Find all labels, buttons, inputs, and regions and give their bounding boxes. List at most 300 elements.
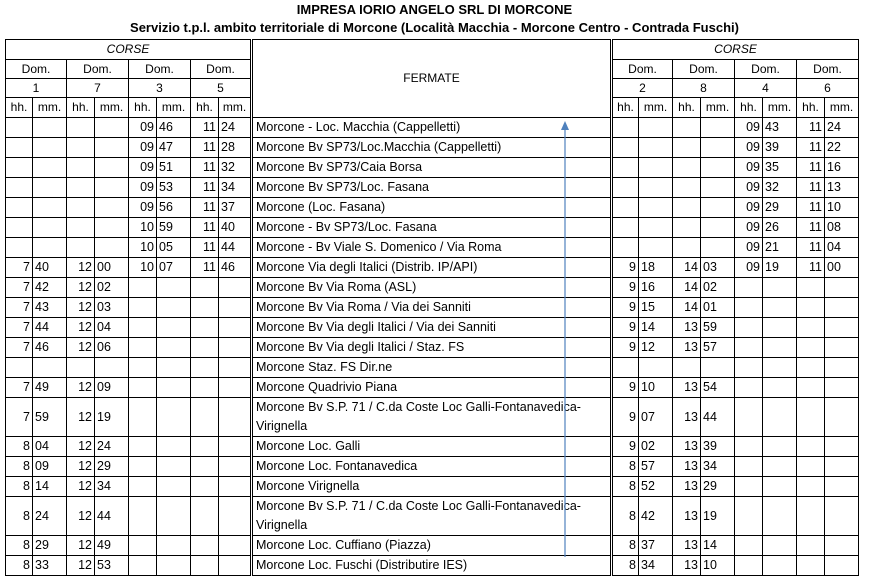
time-hh bbox=[129, 378, 157, 398]
table-row bbox=[6, 338, 859, 358]
time-mm bbox=[701, 238, 735, 258]
time-hh bbox=[797, 437, 825, 457]
hh-header: hh. bbox=[67, 98, 95, 118]
time-mm: 09 bbox=[95, 378, 129, 398]
time-mm bbox=[763, 497, 797, 536]
time-mm bbox=[219, 457, 252, 477]
stop-name: Morcone Bv Via Roma (ASL) bbox=[252, 278, 612, 298]
time-mm: 24 bbox=[219, 118, 252, 138]
table-row bbox=[6, 398, 859, 437]
time-hh bbox=[797, 378, 825, 398]
time-hh: 12 bbox=[67, 398, 95, 437]
time-mm: 21 bbox=[763, 238, 797, 258]
time-mm: 44 bbox=[219, 238, 252, 258]
time-mm bbox=[33, 238, 67, 258]
time-mm bbox=[763, 338, 797, 358]
dom-label: Dom. bbox=[6, 60, 67, 79]
time-hh bbox=[129, 536, 157, 556]
time-hh: 09 bbox=[735, 198, 763, 218]
time-hh bbox=[6, 158, 33, 178]
time-mm bbox=[763, 398, 797, 437]
time-hh: 8 bbox=[6, 457, 33, 477]
mm-header: mm. bbox=[33, 98, 67, 118]
time-hh bbox=[612, 218, 639, 238]
stop-name: Morcone Bv Via degli Italici / Staz. FS bbox=[252, 338, 612, 358]
time-mm: 10 bbox=[639, 378, 673, 398]
time-mm bbox=[95, 118, 129, 138]
time-mm bbox=[157, 477, 191, 497]
stop-name: Morcone Via degli Italici (Distrib. IP/API) bbox=[252, 258, 612, 278]
time-mm bbox=[763, 278, 797, 298]
time-hh: 11 bbox=[797, 138, 825, 158]
time-hh bbox=[735, 298, 763, 318]
time-hh: 09 bbox=[735, 178, 763, 198]
time-mm bbox=[219, 358, 252, 378]
time-mm: 32 bbox=[763, 178, 797, 198]
time-mm bbox=[825, 477, 859, 497]
time-hh bbox=[67, 138, 95, 158]
mm-header: mm. bbox=[763, 98, 797, 118]
run-number: 6 bbox=[824, 81, 831, 95]
stop-name: Morcone Bv SP73/Caia Borsa bbox=[252, 158, 612, 178]
time-hh: 12 bbox=[67, 278, 95, 298]
time-mm bbox=[157, 536, 191, 556]
time-hh: 12 bbox=[67, 536, 95, 556]
time-hh bbox=[129, 358, 157, 378]
time-mm: 04 bbox=[95, 318, 129, 338]
time-mm bbox=[763, 298, 797, 318]
stop-name: Morcone Bv Via degli Italici / Via dei Sanniti bbox=[252, 318, 612, 338]
dom-label: Dom. bbox=[673, 60, 735, 79]
time-mm bbox=[219, 437, 252, 457]
time-mm bbox=[825, 556, 859, 576]
time-mm: 43 bbox=[763, 118, 797, 138]
time-hh: 8 bbox=[612, 556, 639, 576]
time-mm bbox=[639, 118, 673, 138]
time-hh: 09 bbox=[735, 218, 763, 238]
company-title: IMPRESA IORIO ANGELO SRL DI MORCONE bbox=[296, 2, 573, 17]
time-hh bbox=[6, 178, 33, 198]
mm-header: mm. bbox=[219, 98, 252, 118]
time-hh: 12 bbox=[67, 338, 95, 358]
run-number: 8 bbox=[700, 81, 707, 95]
time-mm: 46 bbox=[33, 338, 67, 358]
time-hh bbox=[735, 318, 763, 338]
time-hh bbox=[129, 457, 157, 477]
time-hh bbox=[191, 298, 219, 318]
time-mm bbox=[701, 118, 735, 138]
run-number: 7 bbox=[94, 81, 101, 95]
time-mm bbox=[95, 178, 129, 198]
time-hh bbox=[673, 358, 701, 378]
hh-header: hh. bbox=[191, 98, 219, 118]
time-mm: 03 bbox=[701, 258, 735, 278]
time-hh: 8 bbox=[612, 536, 639, 556]
time-hh: 13 bbox=[673, 457, 701, 477]
stop-name: Morcone Bv S.P. 71 / C.da Coste Loc Galli-Fontanavedica-Virignella bbox=[252, 497, 612, 536]
time-mm bbox=[219, 298, 252, 318]
time-hh: 13 bbox=[673, 318, 701, 338]
time-hh bbox=[67, 158, 95, 178]
mm-header: mm. bbox=[701, 98, 735, 118]
time-hh bbox=[797, 398, 825, 437]
time-hh: 12 bbox=[67, 437, 95, 457]
time-mm bbox=[157, 358, 191, 378]
time-hh: 7 bbox=[6, 298, 33, 318]
time-hh bbox=[67, 218, 95, 238]
time-mm: 28 bbox=[219, 138, 252, 158]
time-hh: 12 bbox=[67, 258, 95, 278]
time-hh: 9 bbox=[612, 318, 639, 338]
time-mm bbox=[701, 358, 735, 378]
time-mm bbox=[701, 178, 735, 198]
time-mm: 52 bbox=[639, 477, 673, 497]
run-header-right-0 bbox=[612, 60, 673, 98]
time-mm: 24 bbox=[825, 118, 859, 138]
time-mm: 34 bbox=[639, 556, 673, 576]
time-hh: 13 bbox=[673, 338, 701, 358]
stop-name: Morcone Loc. Cuffiano (Piazza) bbox=[252, 536, 612, 556]
time-mm bbox=[33, 198, 67, 218]
time-mm bbox=[219, 477, 252, 497]
run-header-left-2 bbox=[129, 60, 191, 98]
time-mm: 37 bbox=[639, 536, 673, 556]
time-hh bbox=[129, 497, 157, 536]
time-hh bbox=[612, 118, 639, 138]
time-hh bbox=[6, 138, 33, 158]
table-row bbox=[6, 556, 859, 576]
time-hh bbox=[797, 477, 825, 497]
corse-left-label: CORSE bbox=[6, 40, 252, 60]
time-hh bbox=[191, 398, 219, 437]
time-mm bbox=[219, 497, 252, 536]
time-mm: 10 bbox=[825, 198, 859, 218]
time-mm bbox=[157, 318, 191, 338]
corse-right-label: CORSE bbox=[612, 40, 859, 60]
time-mm: 39 bbox=[701, 437, 735, 457]
time-hh: 11 bbox=[797, 118, 825, 138]
time-hh: 09 bbox=[735, 258, 763, 278]
time-mm: 37 bbox=[219, 198, 252, 218]
time-hh bbox=[129, 437, 157, 457]
time-hh bbox=[612, 158, 639, 178]
timetable bbox=[5, 39, 859, 576]
time-hh bbox=[191, 477, 219, 497]
time-hh: 8 bbox=[612, 457, 639, 477]
mm-header: mm. bbox=[639, 98, 673, 118]
time-hh: 8 bbox=[6, 497, 33, 536]
time-mm: 07 bbox=[157, 258, 191, 278]
time-mm bbox=[825, 457, 859, 477]
time-hh bbox=[673, 198, 701, 218]
time-hh bbox=[735, 497, 763, 536]
time-hh: 11 bbox=[797, 218, 825, 238]
time-hh: 8 bbox=[6, 437, 33, 457]
dom-label: Dom. bbox=[735, 60, 797, 79]
table-row bbox=[6, 536, 859, 556]
time-mm: 59 bbox=[157, 218, 191, 238]
run-number: 4 bbox=[762, 81, 769, 95]
time-hh: 12 bbox=[67, 378, 95, 398]
time-hh: 10 bbox=[129, 238, 157, 258]
time-hh bbox=[673, 158, 701, 178]
time-hh: 8 bbox=[612, 497, 639, 536]
time-mm: 44 bbox=[95, 497, 129, 536]
time-hh: 09 bbox=[735, 118, 763, 138]
time-hh: 9 bbox=[612, 258, 639, 278]
time-mm bbox=[763, 536, 797, 556]
time-mm: 40 bbox=[219, 218, 252, 238]
time-mm bbox=[825, 338, 859, 358]
time-mm bbox=[825, 278, 859, 298]
time-hh bbox=[735, 536, 763, 556]
time-mm bbox=[95, 218, 129, 238]
time-mm: 00 bbox=[825, 258, 859, 278]
time-mm bbox=[639, 178, 673, 198]
time-hh: 7 bbox=[6, 278, 33, 298]
time-hh: 12 bbox=[67, 477, 95, 497]
time-hh bbox=[612, 238, 639, 258]
time-mm bbox=[33, 358, 67, 378]
time-mm: 42 bbox=[639, 497, 673, 536]
time-mm: 57 bbox=[639, 457, 673, 477]
time-hh bbox=[6, 218, 33, 238]
stop-name: Morcone (Loc. Fasana) bbox=[252, 198, 612, 218]
stop-name: Morcone Bv Via Roma / Via dei Sanniti bbox=[252, 298, 612, 318]
time-mm bbox=[219, 378, 252, 398]
time-mm bbox=[763, 378, 797, 398]
time-hh: 9 bbox=[612, 278, 639, 298]
time-hh bbox=[6, 198, 33, 218]
service-subtitle: Servizio t.p.l. ambito territoriale di Morcone (Località Macchia - Morcone Centro - Contrada Fuschi) bbox=[130, 20, 739, 35]
time-mm: 54 bbox=[701, 378, 735, 398]
time-mm: 51 bbox=[157, 158, 191, 178]
stop-name: Morcone Loc. Fontanavedica bbox=[252, 457, 612, 477]
time-mm bbox=[157, 378, 191, 398]
stop-name: Morcone - Loc. Macchia (Cappelletti) bbox=[252, 118, 612, 138]
time-hh bbox=[67, 198, 95, 218]
time-hh: 9 bbox=[612, 378, 639, 398]
run-header-right-1 bbox=[673, 60, 735, 98]
time-hh: 10 bbox=[129, 258, 157, 278]
time-mm: 19 bbox=[95, 398, 129, 437]
table-row bbox=[6, 258, 859, 278]
dom-label: Dom. bbox=[797, 60, 859, 79]
time-mm: 07 bbox=[639, 398, 673, 437]
time-mm: 14 bbox=[701, 536, 735, 556]
time-mm bbox=[825, 298, 859, 318]
time-hh: 09 bbox=[129, 178, 157, 198]
time-hh: 12 bbox=[67, 298, 95, 318]
time-mm bbox=[219, 398, 252, 437]
time-mm bbox=[639, 198, 673, 218]
time-mm: 34 bbox=[701, 457, 735, 477]
time-mm: 29 bbox=[763, 198, 797, 218]
run-header-left-3 bbox=[191, 60, 252, 98]
time-hh bbox=[191, 278, 219, 298]
time-mm: 29 bbox=[701, 477, 735, 497]
time-hh bbox=[797, 318, 825, 338]
time-mm bbox=[763, 477, 797, 497]
time-hh bbox=[129, 318, 157, 338]
time-hh bbox=[191, 318, 219, 338]
time-hh: 11 bbox=[191, 198, 219, 218]
time-hh bbox=[797, 278, 825, 298]
time-hh bbox=[191, 358, 219, 378]
time-hh: 8 bbox=[612, 477, 639, 497]
time-hh: 12 bbox=[67, 457, 95, 477]
time-mm bbox=[219, 536, 252, 556]
time-hh bbox=[612, 198, 639, 218]
time-mm: 42 bbox=[33, 278, 67, 298]
time-mm: 19 bbox=[763, 258, 797, 278]
table-row bbox=[6, 298, 859, 318]
time-mm: 35 bbox=[763, 158, 797, 178]
time-mm: 06 bbox=[95, 338, 129, 358]
run-number: 1 bbox=[32, 81, 40, 95]
time-mm bbox=[639, 138, 673, 158]
time-mm bbox=[95, 138, 129, 158]
dom-label: Dom. bbox=[67, 60, 129, 79]
time-mm: 29 bbox=[95, 457, 129, 477]
time-hh: 11 bbox=[191, 178, 219, 198]
time-mm: 39 bbox=[763, 138, 797, 158]
time-hh bbox=[735, 437, 763, 457]
time-mm: 04 bbox=[825, 238, 859, 258]
time-hh: 11 bbox=[191, 158, 219, 178]
time-hh: 14 bbox=[673, 298, 701, 318]
time-hh: 13 bbox=[673, 477, 701, 497]
time-hh bbox=[191, 378, 219, 398]
run-number: 3 bbox=[156, 81, 163, 95]
time-mm: 19 bbox=[701, 497, 735, 536]
time-mm: 24 bbox=[33, 497, 67, 536]
stop-name: Morcone Bv SP73/Loc. Fasana bbox=[252, 178, 612, 198]
time-mm bbox=[219, 318, 252, 338]
time-mm: 40 bbox=[33, 258, 67, 278]
table-row bbox=[6, 457, 859, 477]
time-mm bbox=[157, 398, 191, 437]
mm-header: mm. bbox=[95, 98, 129, 118]
time-hh: 13 bbox=[673, 437, 701, 457]
time-hh: 14 bbox=[673, 278, 701, 298]
time-hh: 11 bbox=[191, 218, 219, 238]
dom-label: Dom. bbox=[129, 60, 191, 79]
time-hh: 7 bbox=[6, 258, 33, 278]
time-mm: 15 bbox=[639, 298, 673, 318]
time-mm: 22 bbox=[825, 138, 859, 158]
run-header-left-1 bbox=[67, 60, 129, 98]
stop-name: Morcone Bv S.P. 71 / C.da Coste Loc Galli-Fontanavedica-Virignella bbox=[252, 398, 612, 437]
time-hh bbox=[735, 358, 763, 378]
time-hh bbox=[191, 338, 219, 358]
time-hh bbox=[129, 278, 157, 298]
time-mm bbox=[219, 278, 252, 298]
time-hh bbox=[191, 556, 219, 576]
hh-header: hh. bbox=[673, 98, 701, 118]
time-hh: 13 bbox=[673, 497, 701, 536]
time-mm bbox=[219, 556, 252, 576]
time-mm bbox=[701, 218, 735, 238]
time-mm bbox=[219, 338, 252, 358]
time-mm bbox=[763, 358, 797, 378]
time-mm bbox=[639, 238, 673, 258]
time-hh: 10 bbox=[129, 218, 157, 238]
time-hh: 11 bbox=[797, 238, 825, 258]
time-hh: 11 bbox=[797, 178, 825, 198]
time-hh bbox=[673, 178, 701, 198]
stop-name: Morcone Loc. Fuschi (Distributire IES) bbox=[252, 556, 612, 576]
mm-header: mm. bbox=[825, 98, 859, 118]
time-mm bbox=[157, 457, 191, 477]
time-mm bbox=[701, 138, 735, 158]
time-mm bbox=[157, 497, 191, 536]
time-mm: 18 bbox=[639, 258, 673, 278]
time-mm bbox=[33, 118, 67, 138]
time-mm: 46 bbox=[157, 118, 191, 138]
time-hh bbox=[735, 378, 763, 398]
time-mm: 53 bbox=[157, 178, 191, 198]
time-hh: 8 bbox=[6, 556, 33, 576]
time-mm bbox=[701, 158, 735, 178]
time-hh: 12 bbox=[67, 497, 95, 536]
time-mm: 46 bbox=[219, 258, 252, 278]
time-hh bbox=[129, 298, 157, 318]
time-hh: 09 bbox=[129, 118, 157, 138]
time-hh bbox=[735, 556, 763, 576]
hh-header: hh. bbox=[612, 98, 639, 118]
time-mm bbox=[763, 318, 797, 338]
table-row bbox=[6, 477, 859, 497]
time-mm: 02 bbox=[95, 278, 129, 298]
stop-name: Morcone Virignella bbox=[252, 477, 612, 497]
time-mm bbox=[95, 358, 129, 378]
time-mm: 14 bbox=[639, 318, 673, 338]
hh-header: hh. bbox=[6, 98, 33, 118]
run-number: 5 bbox=[217, 81, 224, 95]
table-row bbox=[6, 138, 859, 158]
table-row bbox=[6, 218, 859, 238]
time-hh bbox=[612, 138, 639, 158]
time-mm: 08 bbox=[825, 218, 859, 238]
table-row bbox=[6, 437, 859, 457]
time-mm bbox=[95, 238, 129, 258]
time-hh bbox=[735, 278, 763, 298]
time-hh: 11 bbox=[191, 258, 219, 278]
time-mm: 13 bbox=[825, 178, 859, 198]
hh-header: hh. bbox=[129, 98, 157, 118]
time-mm bbox=[639, 358, 673, 378]
time-hh bbox=[129, 556, 157, 576]
time-hh: 09 bbox=[129, 138, 157, 158]
mm-header: mm. bbox=[157, 98, 191, 118]
time-hh: 14 bbox=[673, 258, 701, 278]
time-hh: 13 bbox=[673, 378, 701, 398]
time-hh: 9 bbox=[612, 398, 639, 437]
time-mm: 01 bbox=[701, 298, 735, 318]
time-mm: 59 bbox=[701, 318, 735, 338]
time-hh bbox=[191, 437, 219, 457]
time-hh bbox=[191, 536, 219, 556]
time-hh bbox=[67, 178, 95, 198]
stop-name: Morcone - Bv SP73/Loc. Fasana bbox=[252, 218, 612, 238]
table-row bbox=[6, 378, 859, 398]
table-row bbox=[6, 318, 859, 338]
time-hh bbox=[797, 358, 825, 378]
run-header-left-0 bbox=[6, 60, 67, 98]
run-header-right-2 bbox=[735, 60, 797, 98]
time-hh: 8 bbox=[6, 536, 33, 556]
